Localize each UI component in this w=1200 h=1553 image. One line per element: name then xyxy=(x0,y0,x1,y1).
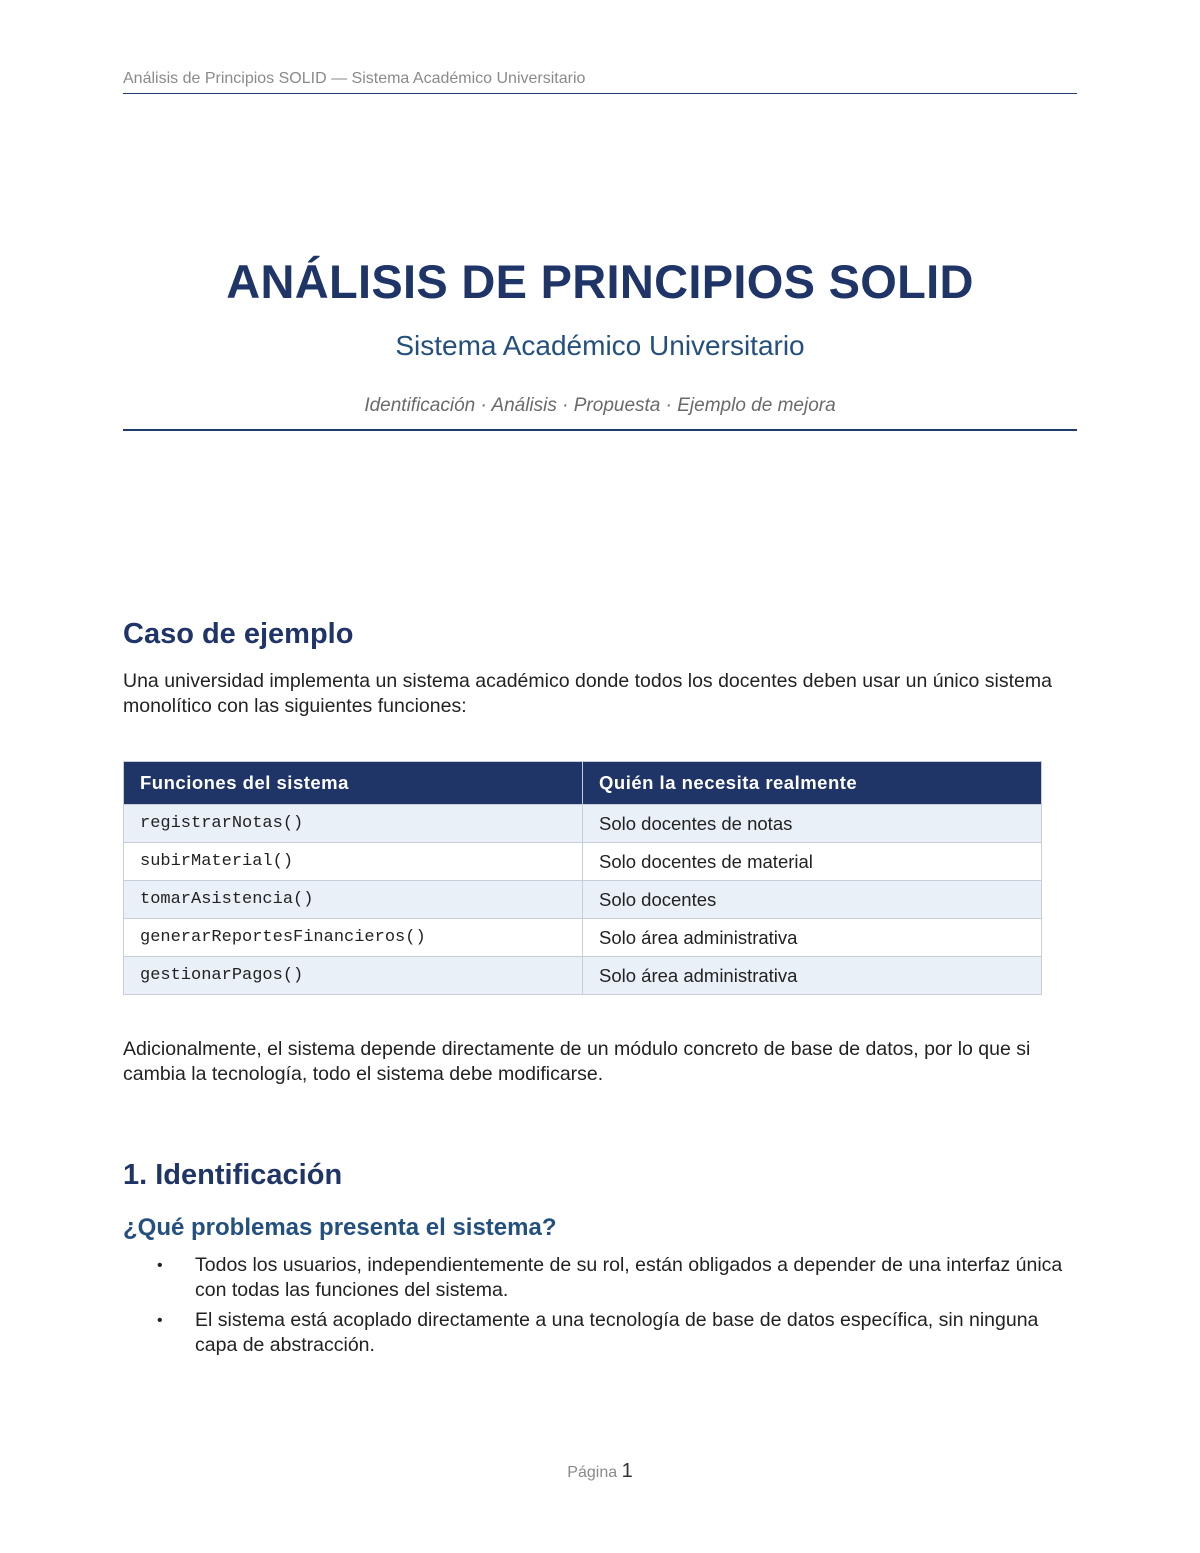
user-cell: Solo área administrativa xyxy=(583,919,1042,957)
list-item xyxy=(123,1253,1077,1303)
page-footer xyxy=(0,1460,1200,1483)
list-item-text: Todos los usuarios, independientemente de su rol, están obligados a depender de una interfaz única con todas las funciones del sistema. xyxy=(195,1254,1063,1301)
section-heading-caso: Caso de ejemplo xyxy=(123,618,354,650)
table-header-row xyxy=(124,762,1042,805)
section-heading-identificacion: 1. Identificación xyxy=(123,1159,343,1191)
running-header: Análisis de Principios SOLID — Sistema Académico Universitario xyxy=(123,68,1077,94)
document-tagline: Identificación · Análisis · Propuesta · Ejemplo de mejora xyxy=(364,395,836,416)
page-number: 1 xyxy=(621,1460,633,1482)
user-cell: Solo docentes de material xyxy=(583,843,1042,881)
page-label: Página xyxy=(567,1464,618,1481)
list-item xyxy=(123,1308,1077,1358)
list-item-text: El sistema está acoplado directamente a una tecnología de base de datos específica, sin ninguna capa de abstracción. xyxy=(195,1309,1039,1356)
document-title: ANÁLISIS DE PRINCIPIOS SOLID xyxy=(226,255,974,308)
problems-list xyxy=(123,1253,1077,1358)
bullet-icon: • xyxy=(157,1257,163,1274)
document-subtitle: Sistema Académico Universitario xyxy=(395,330,805,361)
table-row xyxy=(124,843,1042,881)
user-cell: Solo área administrativa xyxy=(583,957,1042,995)
function-cell: gestionarPagos() xyxy=(124,957,583,995)
column-header-who: Quién la necesita realmente xyxy=(583,762,1042,805)
title-divider xyxy=(123,429,1077,431)
function-cell: registrarNotas() xyxy=(124,805,583,843)
function-cell: generarReportesFinancieros() xyxy=(124,919,583,957)
user-cell: Solo docentes xyxy=(583,881,1042,919)
subsection-heading-problemas: ¿Qué problemas presenta el sistema? xyxy=(123,1214,557,1241)
table-row xyxy=(124,881,1042,919)
additional-paragraph: Adicionalmente, el sistema depende directamente de un módulo concreto de base de datos, por lo que si cambia la tecnología, todo el sistema debe modificarse. xyxy=(123,1038,1031,1085)
function-cell: subirMaterial() xyxy=(124,843,583,881)
table-row xyxy=(124,957,1042,995)
table-row xyxy=(124,919,1042,957)
function-cell: tomarAsistencia() xyxy=(124,881,583,919)
table-row xyxy=(124,805,1042,843)
intro-paragraph: Una universidad implementa un sistema académico donde todos los docentes deben usar un único sistema monolítico con las siguientes funciones: xyxy=(123,670,1052,717)
functions-table xyxy=(123,761,1042,995)
user-cell: Solo docentes de notas xyxy=(583,805,1042,843)
bullet-icon: • xyxy=(157,1312,163,1329)
main-content xyxy=(123,614,1077,1363)
column-header-functions: Funciones del sistema xyxy=(124,762,583,805)
title-block xyxy=(123,252,1077,418)
